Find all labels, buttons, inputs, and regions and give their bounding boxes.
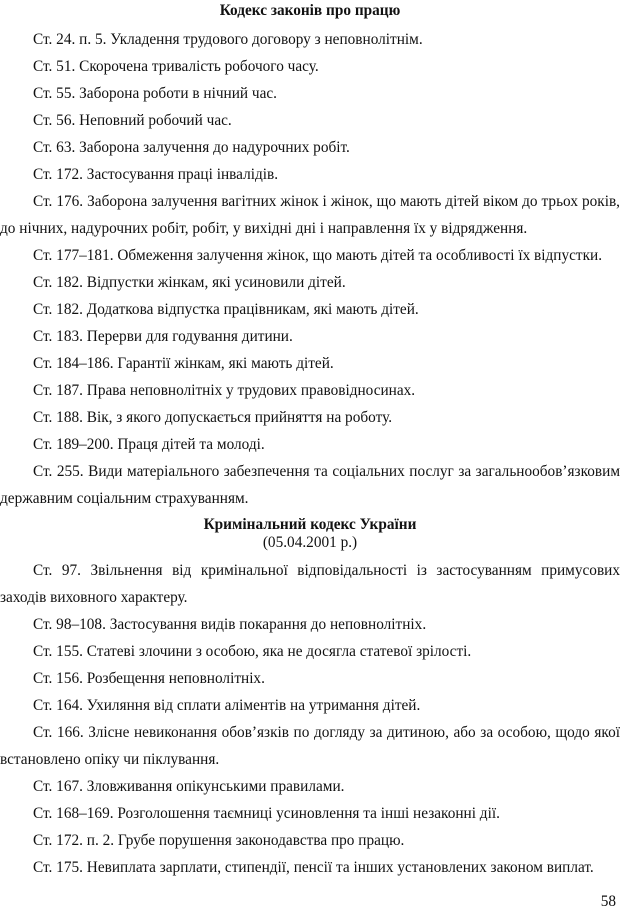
- article-item: Ст. 56. Неповний робочий час.: [33, 112, 232, 129]
- article-item: Ст. 176. Заборона залучення вагітних жінок і жінок, що мають дітей віком до трьох років, до нічних, надурочних робіт, робіт, у вихідні дні і направлення їх у відрядження.: [0, 193, 620, 237]
- article-item: Ст. 166. Злісне невиконання обов’язків по догляду за дитиною, або за особою, щодо якої встановлено опіку чи піклування.: [0, 724, 620, 768]
- article-item: Ст. 189–200. Праця дітей та молоді.: [33, 436, 265, 453]
- page-number: 58: [600, 893, 616, 910]
- article-item: Ст. 155. Статеві злочини з особою, яка не досягла статевої зрілості.: [33, 643, 472, 660]
- article-item: Ст. 24. п. 5. Укладення трудового договору з неповнолітнім.: [33, 31, 423, 48]
- article-item: Ст. 167. Зловживання опікунськими правилами.: [33, 778, 345, 795]
- article-item: Ст. 177–181. Обмеження залучення жінок, що мають дітей та особливості їх відпустки.: [33, 247, 603, 264]
- article-item: Ст. 55. Заборона роботи в нічний час.: [33, 85, 277, 102]
- article-item: Ст. 98–108. Застосування видів покарання до неповнолітніх.: [33, 616, 427, 633]
- section-title-labor-code: Кодекс законів про працю: [219, 2, 401, 19]
- article-item: Ст. 182. Відпустки жінкам, які усиновили дітей.: [33, 274, 346, 291]
- article-item: Ст. 183. Перерви для годування дитини.: [33, 328, 293, 345]
- article-item: Ст. 168–169. Розголошення таємниці усиновлення та інші незаконні дії.: [33, 805, 500, 822]
- article-item: Ст. 63. Заборона залучення до надурочних робіт.: [33, 139, 350, 156]
- article-item: Ст. 182. Додаткова відпустка працівникам, які мають дітей.: [33, 301, 419, 318]
- criminal-code-date: (05.04.2001 р.): [262, 534, 358, 551]
- article-item: Ст. 164. Ухиляння від сплати аліментів на утримання дітей.: [33, 697, 421, 714]
- article-item: Ст. 156. Розбещення неповнолітніх.: [33, 670, 265, 687]
- article-item: Ст. 188. Вік, з якого допускається прийняття на роботу.: [33, 409, 393, 426]
- article-item: Ст. 255. Види матеріального забезпечення та соціальних послуг за загальнообов’язковим державним соціальним страхуванням.: [0, 463, 620, 507]
- article-item: Ст. 172. Застосування праці інвалідів.: [33, 166, 279, 183]
- article-item: Ст. 172. п. 2. Грубе порушення законодавства про працю.: [33, 832, 405, 849]
- labor-code-articles: [0, 26, 620, 512]
- article-item: Ст. 51. Скорочена тривалість робочого часу.: [33, 58, 319, 75]
- article-item: Ст. 184–186. Гарантії жінкам, які мають дітей.: [33, 355, 334, 372]
- section-title-criminal-code: Кримінальний кодекс України: [203, 516, 417, 533]
- article-item: Ст. 187. Права неповнолітніх у трудових правовідносинах.: [33, 382, 416, 399]
- article-item: Ст. 97. Звільнення від кримінальної відповідальності із застосуванням примусових заходів виховного характеру.: [0, 562, 620, 606]
- article-item: Ст. 175. Невиплата зарплати, стипендії, пенсії та інших установлених законом виплат.: [33, 859, 594, 876]
- criminal-code-articles: [0, 557, 620, 881]
